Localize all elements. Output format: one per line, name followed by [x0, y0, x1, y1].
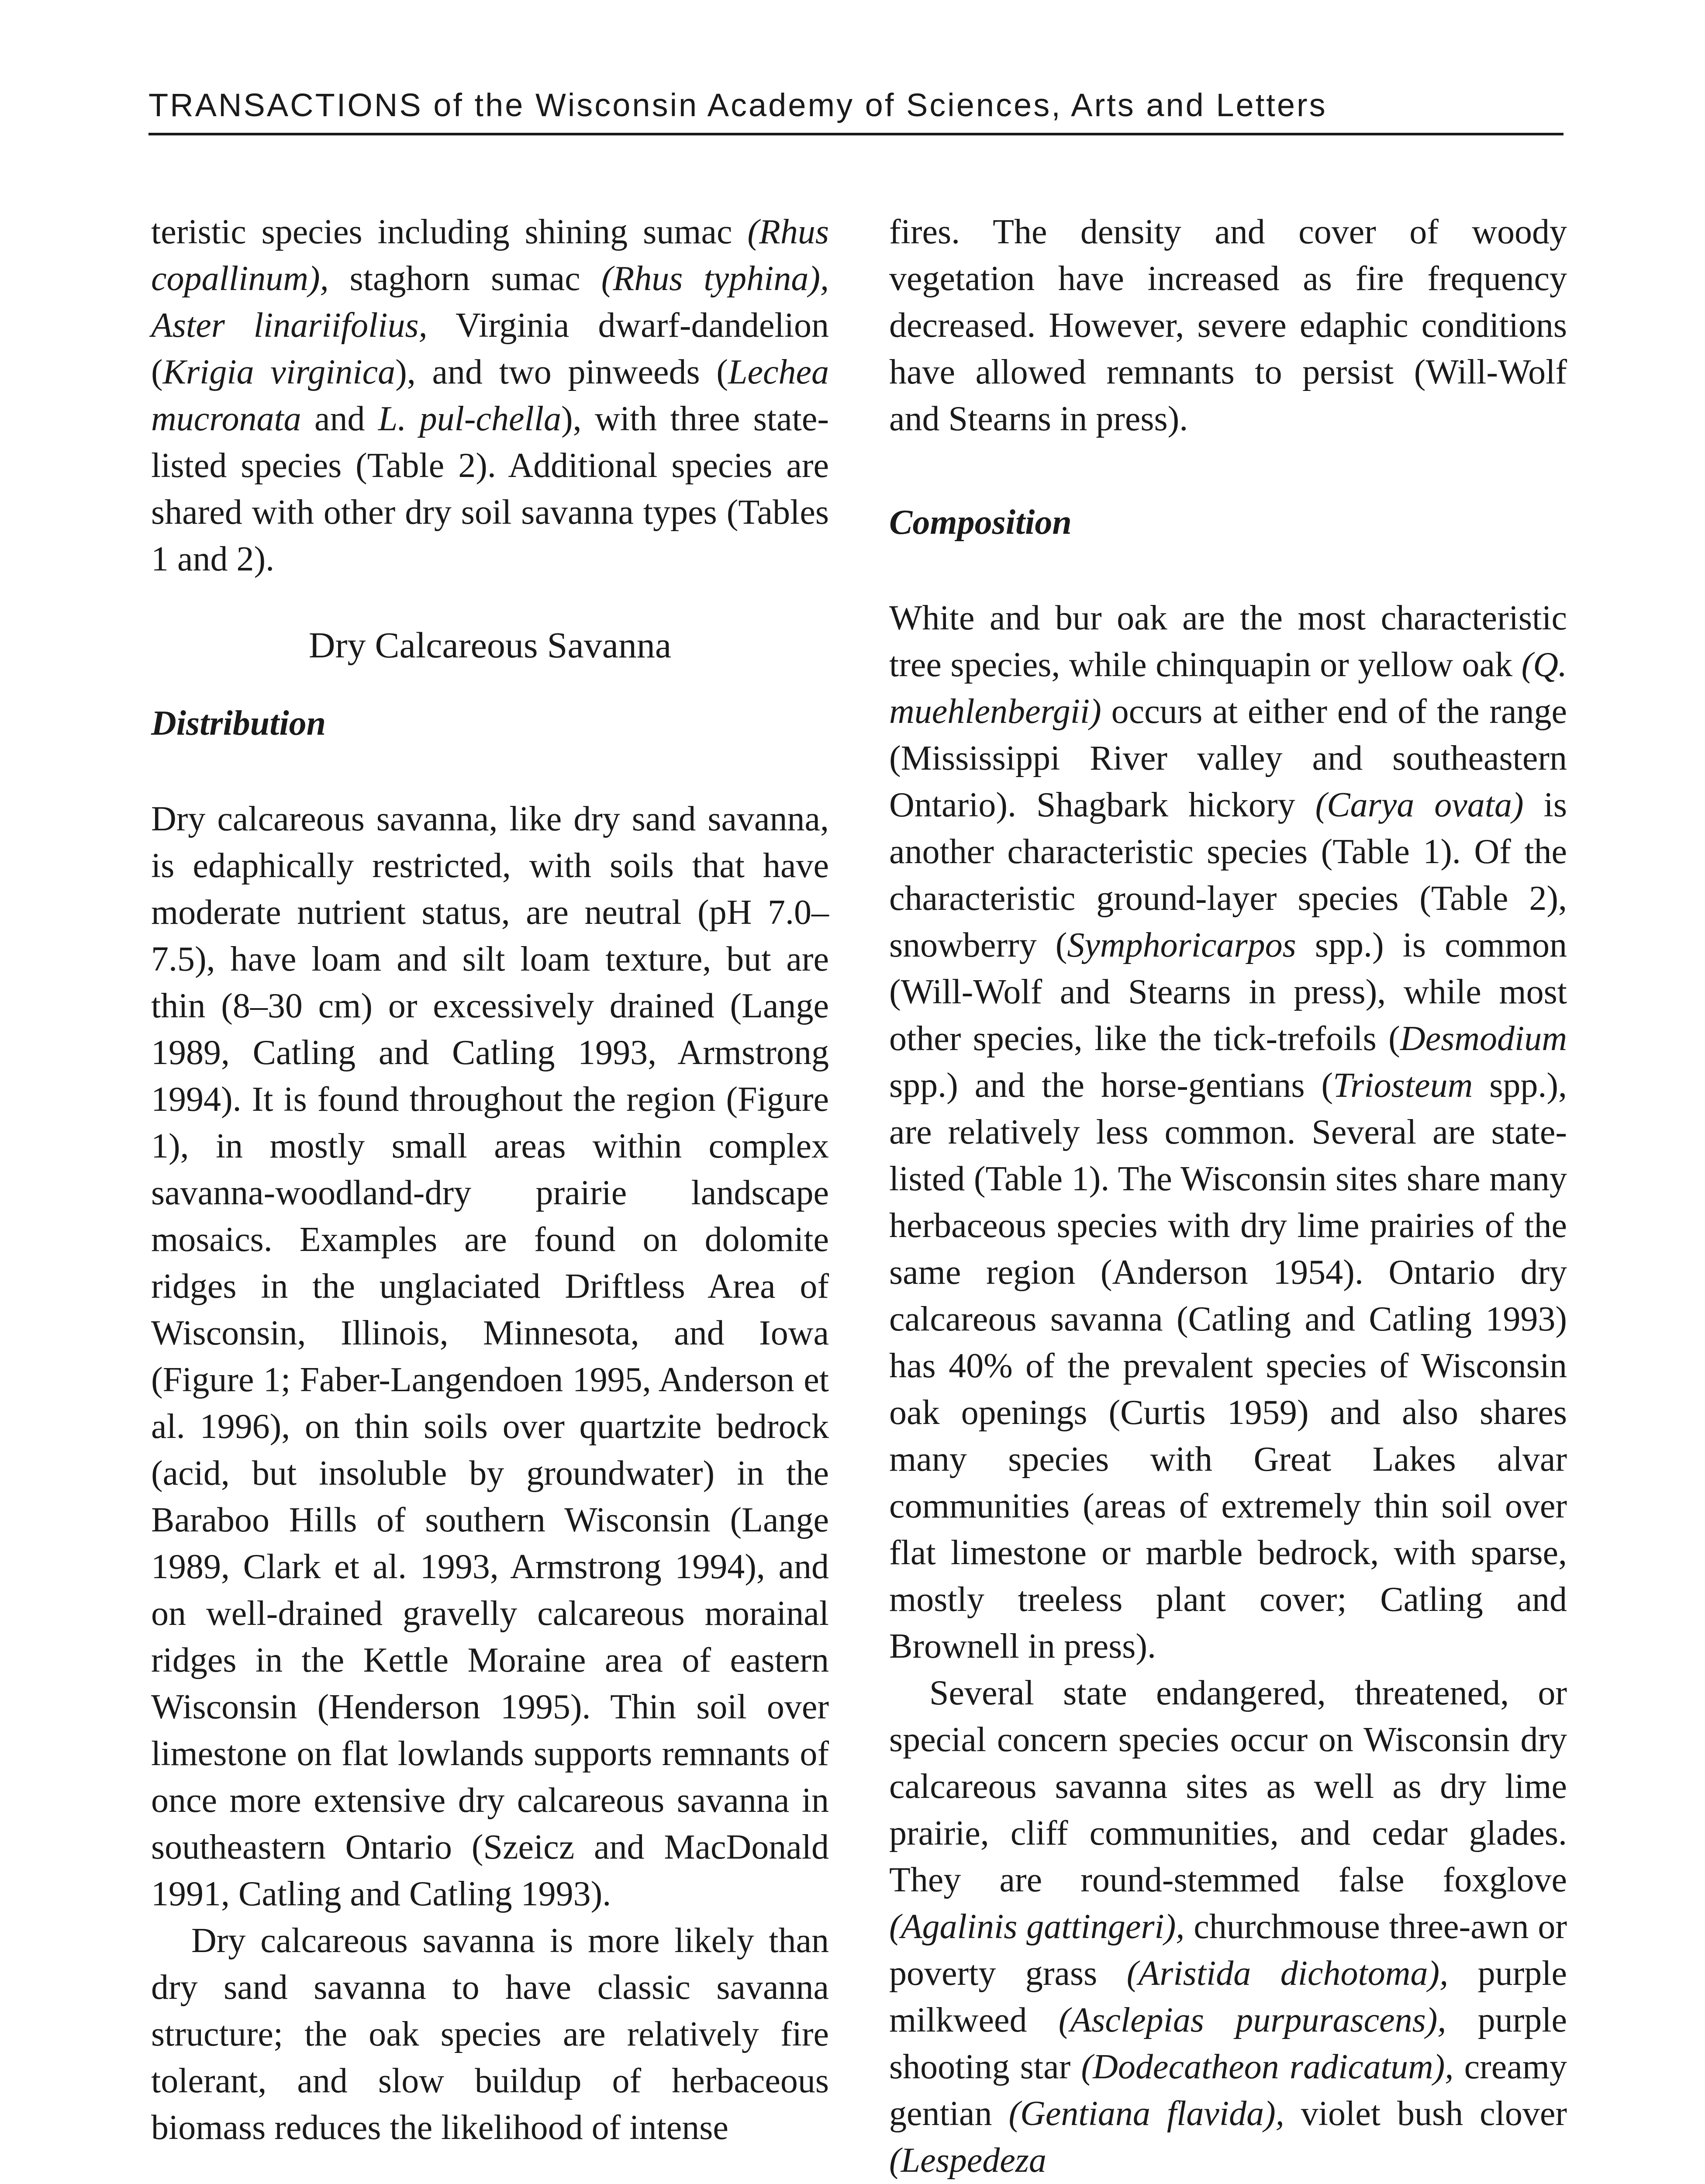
- header-rule: [148, 133, 1563, 135]
- section-title: Dry Calcareous Savanna: [308, 625, 672, 666]
- paragraph: Dry calcareous savanna, like dry sand savanna, is edaphically restricted, with soils that have moderate nutrient status, are neutral (pH 7.0–7.5), have loam and silt loam texture, but are thin (8–30 cm) or excessively drained (Lange 1989, Catling and Catling 1993, Armstrong 1994). It is found throughout the region (Figure 1), in mostly small areas within complex savanna-woodland-dry prairie landscape mosaics. Examples are found on dolomite ridges in the unglaciated Driftless Area of Wisconsin, Illinois, Minnesota, and Iowa (Figure 1; Faber-Langendoen 1995, Anderson et al. 1996), on thin soils over quartzite bedrock (acid, but insoluble by groundwater) in the Baraboo Hills of southern Wisconsin (Lange 1989, Clark et al. 1993, Armstrong 1994), and on well-drained gravelly calcareous morainal ridges in the Kettle Moraine area of eastern Wisconsin (Henderson 1995). Thin soil over limestone on flat lowlands supports remnants of once more extensive dry calcareous savanna in southeastern Ontario (Szeicz and MacDonald 1991, Catling and Catling 1993).: [151, 800, 829, 1913]
- species-name: (Agalinis gattingeri),: [889, 1908, 1185, 1946]
- species-name: Desmodium: [1400, 1019, 1567, 1058]
- paragraph: fires. The density and cover of woody vegetation have increased as fire frequency decreased. However, severe edaphic conditions have allowed remnants to persist (Will-Wolf and Stearns in press).: [889, 213, 1567, 438]
- species-name: (Q. muehlenbergii): [889, 646, 1567, 731]
- paragraph: teristic species including shining sumac (Rhus copallinum), staghorn sumac (Rhus typhina), Aster linariifolius, Virginia dwarf-dandelion (Krigia virginica), and two pinweeds (Lechea mucronata and L. pul-chella), with three state-listed species (Table 2). Additional species are shared with other dry soil savanna types (Tables 1 and 2).: [151, 213, 829, 578]
- paragraph: Dry calcareous savanna is more likely than dry sand savanna to have classic savanna structure; the oak species are relatively fire tolerant, and slow buildup of herbaceous biomass reduces the likelihood of intense: [151, 1921, 829, 2147]
- species-name: L. pul-chella: [378, 400, 562, 438]
- paragraph: White and bur oak are the most characteristic tree species, while chinquapin or yellow oak (Q. muehlenbergii) occurs at either end of the range (Mississippi River valley and southeastern Ontario). Shagbark hickory (Carya ovata) is another characteristic species (Table 1). Of the characteristic ground-layer species (Table 2), snowberry (Symphoricarpos spp.) is common (Will-Wolf and Stearns in press), while most other species, like the tick-trefoils (Desmodium spp.) and the horse-gentians (Triosteum spp.), are relatively less common. Several are state-listed (Table 1). The Wisconsin sites share many herbaceous species with dry lime prairies of the same region (Anderson 1954). Ontario dry calcareous savanna (Catling and Catling 1993) has 40% of the prevalent species of Wisconsin oak openings (Curtis 1959) and also shares many species with Great Lakes alvar communities (areas of extremely thin soil over flat limestone or marble bedrock, with sparse, mostly treeless plant cover; Catling and Brownell in press).: [889, 599, 1567, 1666]
- subhead-composition: Composition: [889, 503, 1072, 542]
- species-name: (Rhus copallinum),: [151, 213, 829, 298]
- species-name: Lechea mucronata: [151, 353, 829, 438]
- right-column: [889, 209, 1567, 2184]
- species-name: (Lespedeza: [889, 2141, 1046, 2180]
- species-name: (Asclepias purpurascens),: [1058, 2001, 1446, 2039]
- species-name: Symphoricarpos: [1067, 926, 1296, 964]
- species-name: Krigia virginica: [162, 353, 396, 391]
- species-name: (Aristida dichotoma),: [1126, 1954, 1449, 1993]
- left-column: [151, 209, 829, 2151]
- species-name: Triosteum: [1333, 1066, 1473, 1105]
- species-name: (Dodecatheon radicatum),: [1081, 2048, 1454, 2086]
- running-head: TRANSACTIONS of the Wisconsin Academy of Sciences, Arts and Letters: [148, 87, 1327, 123]
- species-name: (Carya ovata): [1315, 786, 1524, 824]
- subhead-distribution: Distribution: [151, 704, 326, 743]
- species-name: (Rhus typhina), Aster linariifolius,: [151, 259, 829, 345]
- species-name: (Gentiana flavida),: [1008, 2094, 1284, 2133]
- paragraph: Several state endangered, threatened, or special concern species occur on Wisconsin dry calcareous savanna sites as well as dry lime prairie, cliff communities, and cedar glades. They are round-stemmed false foxglove (Agalinis gattingeri), churchmouse three-awn or poverty grass (Aristida dichotoma), purple milkweed (Asclepias purpurascens), purple shooting star (Dodecatheon radicatum), creamy gentian (Gentiana flavida), violet bush clover (Lespedeza: [889, 1674, 1567, 2180]
